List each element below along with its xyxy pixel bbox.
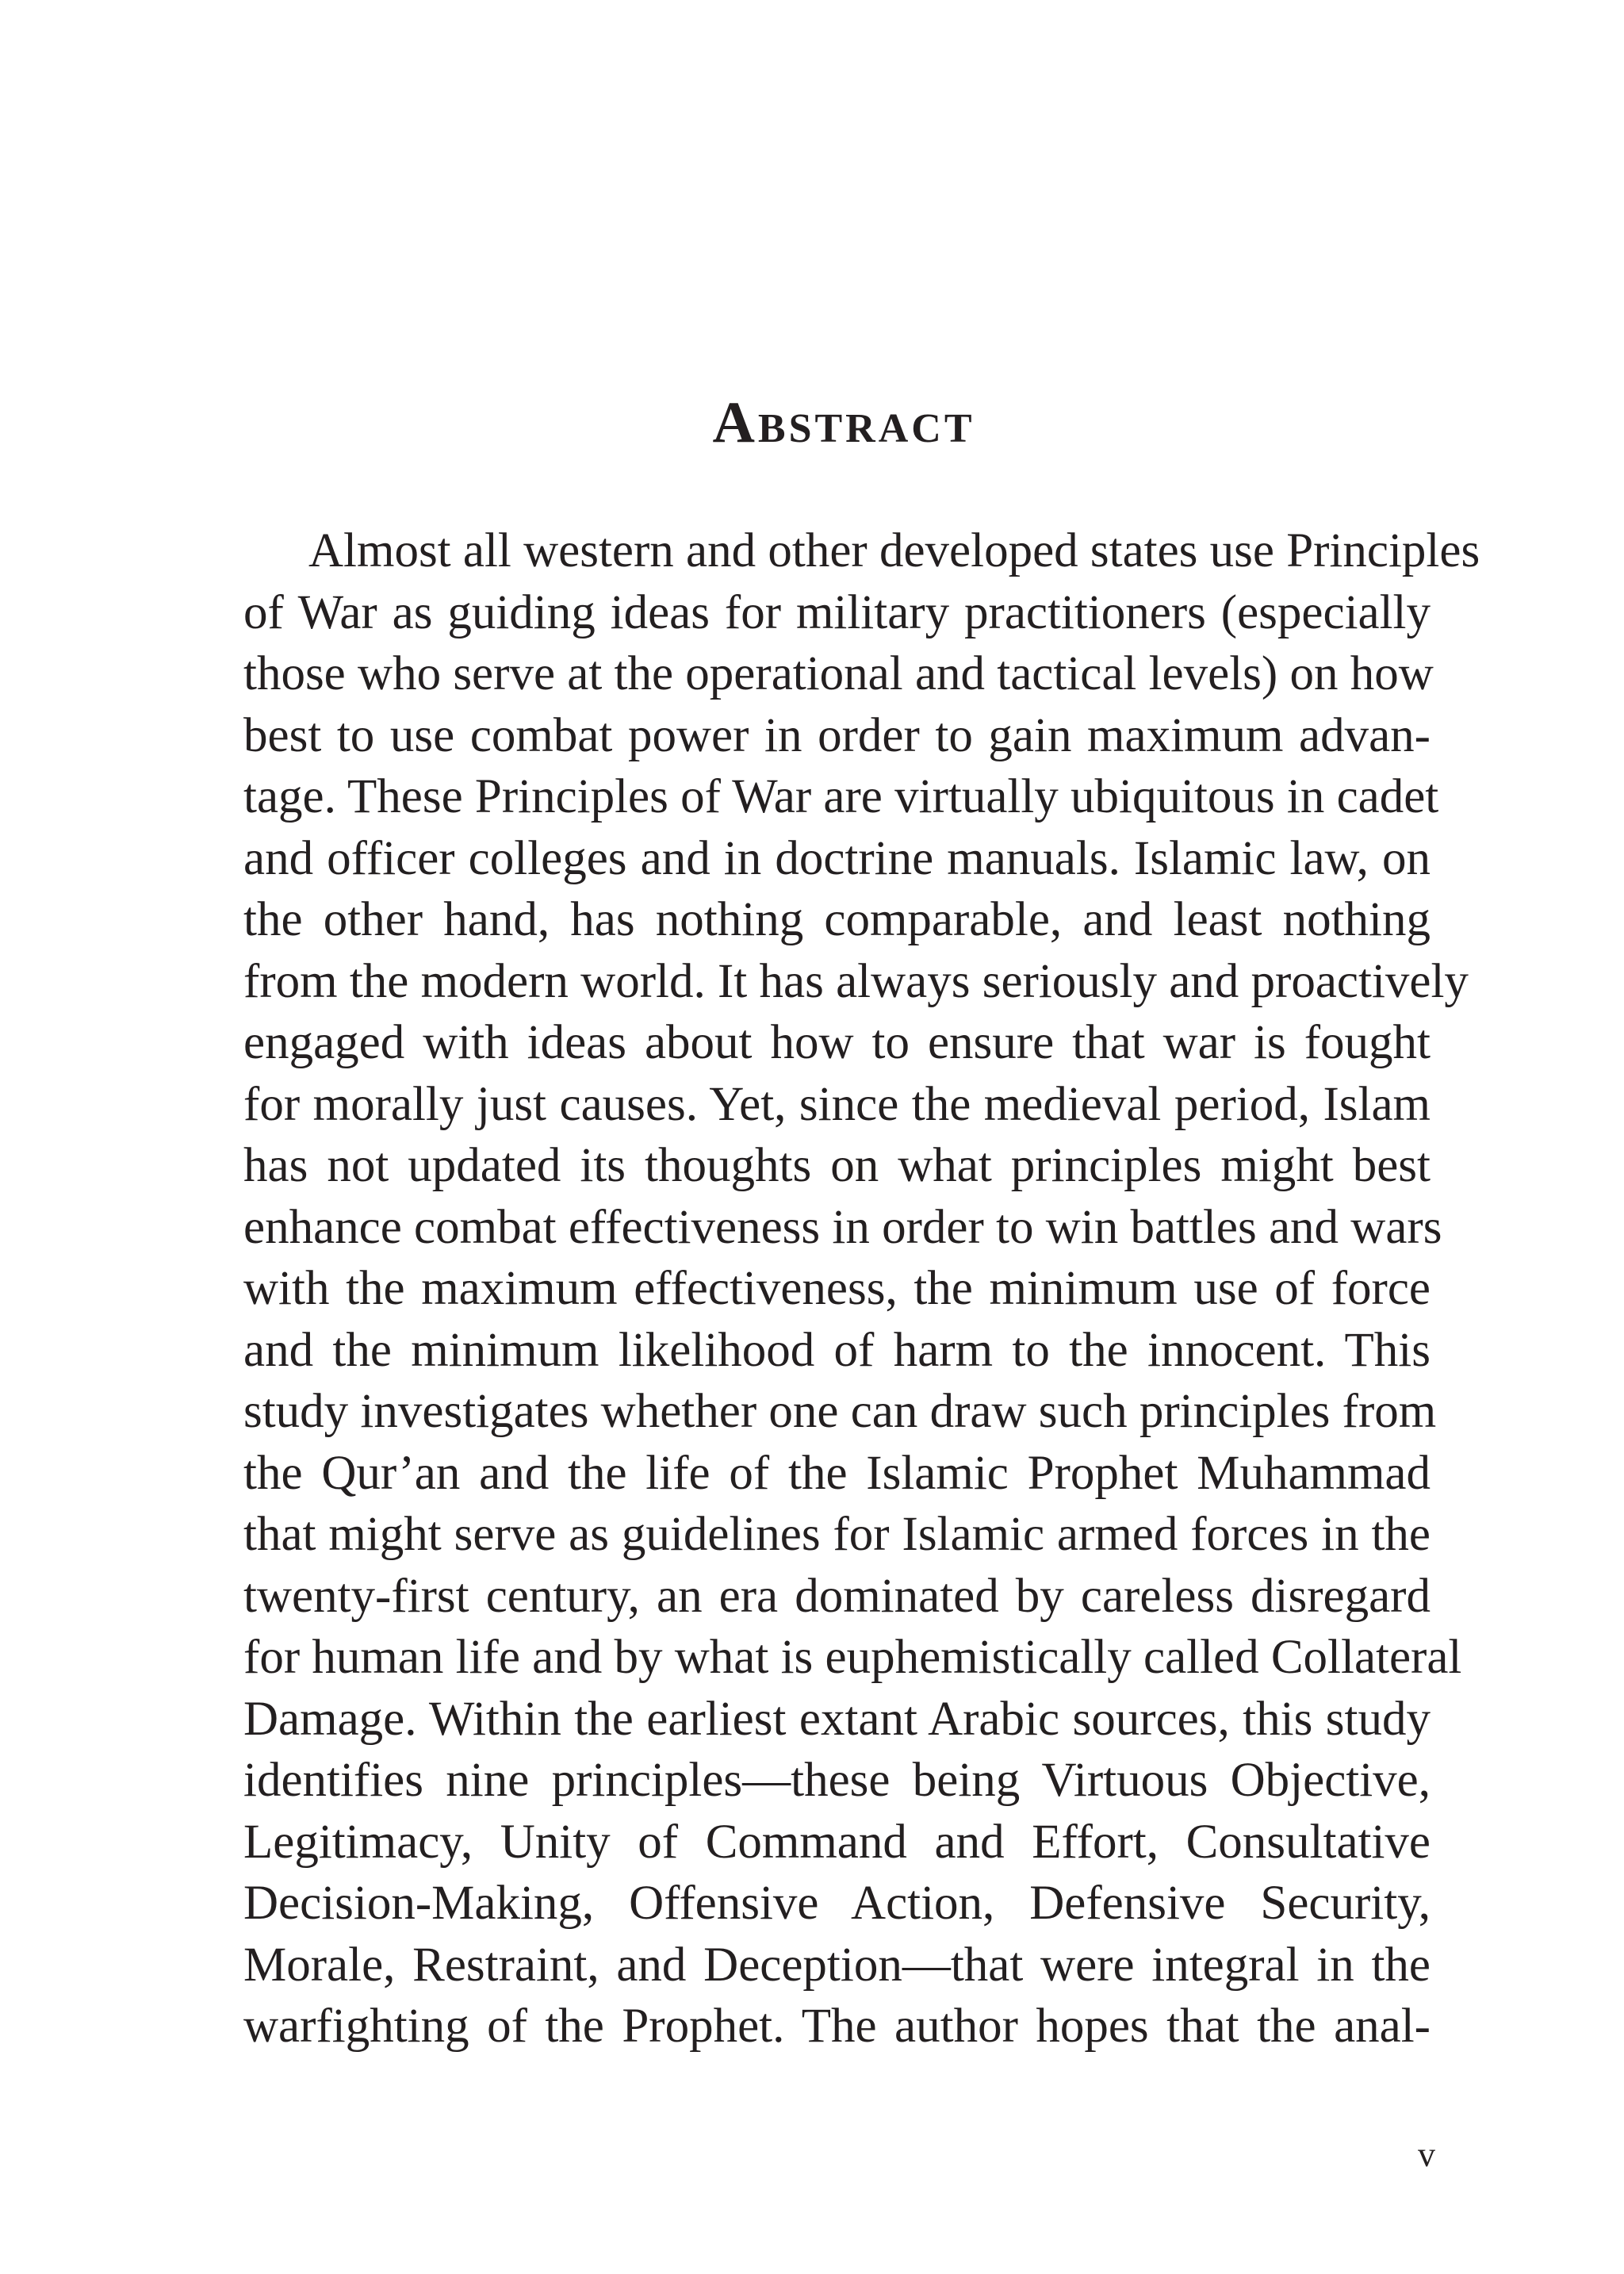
abstract-line: best to use combat power in order to gain maximum advan- <box>243 708 1431 762</box>
abstract-line: and officer colleges and in doctrine manuals. Islamic law, on <box>243 831 1431 885</box>
abstract-line: for morally just causes. Yet, since the medieval period, Islam <box>243 1077 1431 1131</box>
abstract-heading: Abstract <box>712 390 975 455</box>
abstract-line: engaged with ideas about how to ensure that war is fought <box>243 1016 1431 1069</box>
abstract-line: from the modern world. It has always seriously and proactively <box>243 954 1469 1008</box>
abstract-line: Legitimacy, Unity of Command and Effort, Consultative <box>243 1815 1431 1869</box>
abstract-line: the other hand, has nothing comparable, and least nothing <box>243 893 1431 946</box>
abstract-line: for human life and by what is euphemistically called Collateral <box>243 1631 1462 1684</box>
page-number: v <box>1418 2135 1435 2174</box>
abstract-line: Almost all western and other developed states use Principles <box>308 524 1480 577</box>
abstract-line: that might serve as guidelines for Islamic armed forces in the <box>243 1508 1431 1561</box>
abstract-line: tage. These Principles of War are virtually ubiquitous in cadet <box>243 770 1439 823</box>
abstract-line: Decision-Making, Offensive Action, Defensive Security, <box>243 1877 1431 1930</box>
abstract-line: the Qur’an and the life of the Islamic Prophet Muhammad <box>243 1446 1431 1500</box>
abstract-line: study investigates whether one can draw such principles from <box>243 1385 1437 1438</box>
abstract-line: and the minimum likelihood of harm to the innocent. This <box>243 1323 1431 1377</box>
abstract-line: enhance combat effectiveness in order to win battles and wars <box>243 1200 1442 1254</box>
abstract-line: has not updated its thoughts on what principles might best <box>243 1139 1431 1192</box>
abstract-line: Morale, Restraint, and Deception—that were integral in the <box>243 1938 1431 1992</box>
abstract-line: warfighting of the Prophet. The author hopes that the anal- <box>243 2000 1431 2053</box>
abstract-line: identifies nine principles—these being Virtuous Objective, <box>243 1754 1431 1807</box>
abstract-line: those who serve at the operational and tactical levels) on how <box>243 647 1434 700</box>
abstract-line: Damage. Within the earliest extant Arabic sources, this study <box>243 1692 1431 1746</box>
abstract-line: with the maximum effectiveness, the minimum use of force <box>243 1262 1431 1315</box>
abstract-body <box>243 520 1480 2057</box>
abstract-line: twenty-first century, an era dominated by careless disregard <box>243 1569 1431 1623</box>
abstract-line: of War as guiding ideas for military practitioners (especially <box>243 585 1431 639</box>
